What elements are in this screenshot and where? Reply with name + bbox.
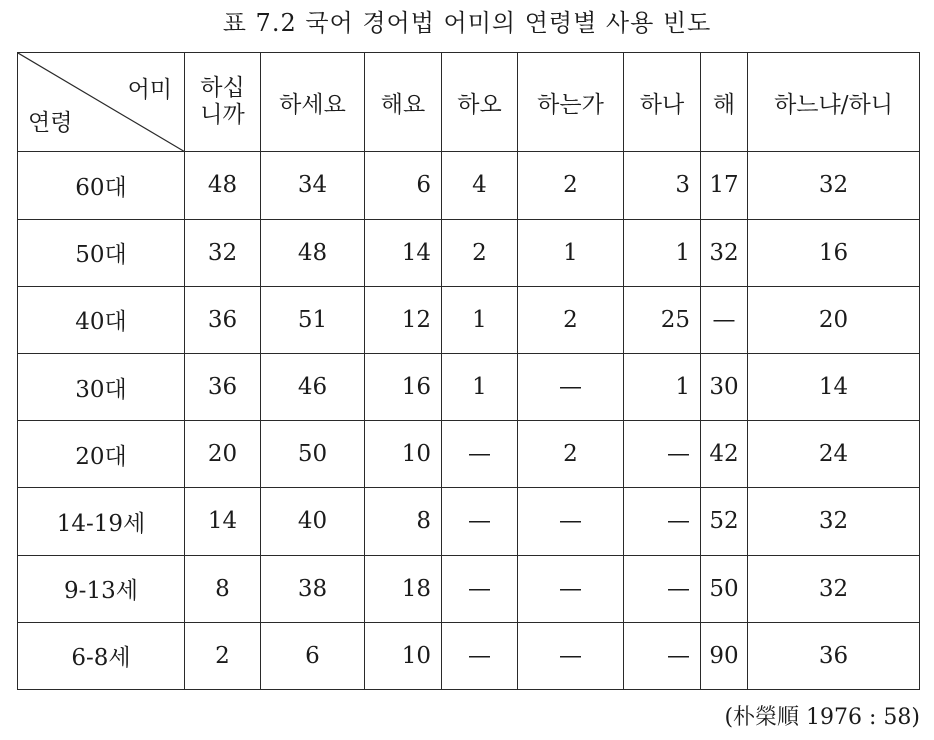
table-cell: 32 <box>748 555 920 622</box>
table-cell: — <box>701 286 748 353</box>
table-cell: 36 <box>748 622 920 689</box>
table-cell: 40 <box>261 488 365 555</box>
table-row <box>18 353 920 420</box>
table-cell: 36 <box>185 353 261 420</box>
row-label: 9-13세 <box>18 555 185 622</box>
table-cell: 16 <box>748 219 920 286</box>
row-label: 20대 <box>18 421 185 488</box>
table-cell: 48 <box>185 152 261 219</box>
table-cell: 20 <box>748 286 920 353</box>
column-header: 하는가 <box>518 53 624 152</box>
table-cell: — <box>442 421 518 488</box>
table-cell: — <box>442 488 518 555</box>
table-cell: 12 <box>365 286 442 353</box>
column-header: 하오 <box>442 53 518 152</box>
table-cell: 2 <box>185 622 261 689</box>
table-cell: 32 <box>748 488 920 555</box>
table-cell: 1 <box>442 286 518 353</box>
table-cell: 48 <box>261 219 365 286</box>
table-cell: — <box>624 622 701 689</box>
table-cell: 32 <box>185 219 261 286</box>
column-header: 하느냐/하니 <box>748 53 920 152</box>
row-label: 40대 <box>18 286 185 353</box>
table-cell: 14 <box>748 353 920 420</box>
usage-frequency-table <box>17 52 920 690</box>
row-label: 30대 <box>18 353 185 420</box>
table-cell: 38 <box>261 555 365 622</box>
table-cell: 14 <box>185 488 261 555</box>
table-row <box>18 219 920 286</box>
table-cell: 90 <box>701 622 748 689</box>
table-cell: 1 <box>624 353 701 420</box>
row-label: 14-19세 <box>18 488 185 555</box>
table-cell: 18 <box>365 555 442 622</box>
table-cell: 1 <box>518 219 624 286</box>
source-citation: (朴榮順 1976 : 58) <box>724 705 920 730</box>
row-label: 60대 <box>18 152 185 219</box>
table-cell: 32 <box>748 152 920 219</box>
table-cell: 17 <box>701 152 748 219</box>
table-cell: — <box>442 622 518 689</box>
table-row <box>18 286 920 353</box>
table-cell: 42 <box>701 421 748 488</box>
table-cell: 4 <box>442 152 518 219</box>
column-header: 하세요 <box>261 53 365 152</box>
column-header <box>185 53 261 152</box>
table-row <box>18 488 920 555</box>
column-header: 하나 <box>624 53 701 152</box>
table-cell: 52 <box>701 488 748 555</box>
table-cell: — <box>518 488 624 555</box>
table-cell: 36 <box>185 286 261 353</box>
table-cell: — <box>624 488 701 555</box>
table-cell: 2 <box>442 219 518 286</box>
row-label: 50대 <box>18 219 185 286</box>
table-cell: 8 <box>365 488 442 555</box>
table-cell: 32 <box>701 219 748 286</box>
table-cell: — <box>518 622 624 689</box>
table-cell: 2 <box>518 421 624 488</box>
table-cell: 6 <box>365 152 442 219</box>
table-cell: 24 <box>748 421 920 488</box>
table-cell: 14 <box>365 219 442 286</box>
corner-header-cell <box>18 53 185 152</box>
table-row <box>18 622 920 689</box>
table-row <box>18 555 920 622</box>
corner-label-age: 연령 <box>28 110 73 137</box>
table-cell: 50 <box>701 555 748 622</box>
table-cell: 2 <box>518 152 624 219</box>
table-cell: 50 <box>261 421 365 488</box>
table-cell: — <box>624 421 701 488</box>
table-cell: 10 <box>365 421 442 488</box>
row-label: 6-8세 <box>18 622 185 689</box>
table-cell: — <box>442 555 518 622</box>
column-header: 해 <box>701 53 748 152</box>
header-row <box>18 53 920 152</box>
table-cell: 2 <box>518 286 624 353</box>
table-cell: — <box>518 555 624 622</box>
corner-label-ending: 어미 <box>127 77 172 103</box>
table-cell: 25 <box>624 286 701 353</box>
table-cell: 30 <box>701 353 748 420</box>
table-cell: 46 <box>261 353 365 420</box>
table-cell: 34 <box>261 152 365 219</box>
table-cell: 3 <box>624 152 701 219</box>
table-row <box>18 421 920 488</box>
column-header: 해요 <box>365 53 442 152</box>
table-cell: 51 <box>261 286 365 353</box>
table-cell: 20 <box>185 421 261 488</box>
table-cell: 16 <box>365 353 442 420</box>
table-cell: — <box>518 353 624 420</box>
table-cell: — <box>624 555 701 622</box>
table-cell: 1 <box>442 353 518 420</box>
table-cell: 1 <box>624 219 701 286</box>
table-cell: 8 <box>185 555 261 622</box>
column-header-line: 하십 <box>200 75 245 102</box>
table-cell: 6 <box>261 622 365 689</box>
table-caption: 표 7.2 국어 경어법 어미의 연령별 사용 빈도 <box>222 9 712 37</box>
table-cell: 10 <box>365 622 442 689</box>
column-header-line: 니까 <box>200 102 245 129</box>
table-row <box>18 152 920 219</box>
